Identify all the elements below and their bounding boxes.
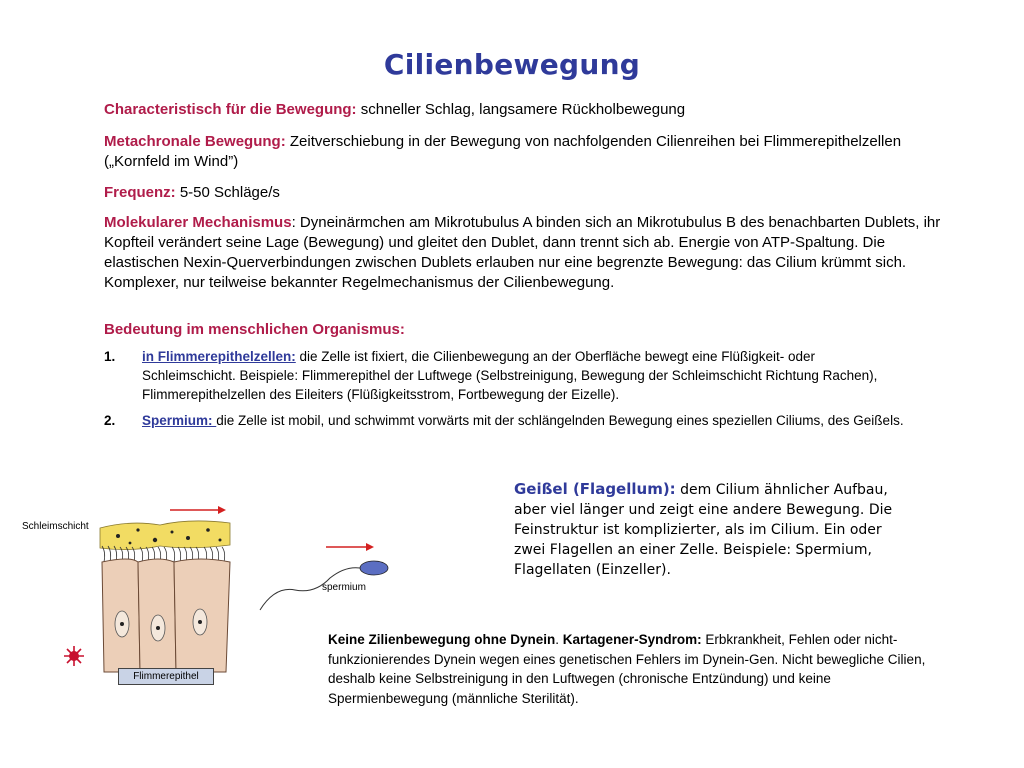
heading-bedeutung: Bedeutung im menschlichen Organismus: bbox=[104, 321, 405, 338]
label-sperm: spermium bbox=[322, 582, 366, 593]
text-spermium: die Zelle ist mobil, und schwimmt vorwärts mit der schlängelnden Bewegung eines speziellen Ciliums, des Geißels. bbox=[216, 413, 904, 428]
list-number: 2. bbox=[104, 413, 116, 428]
sperm-direction-arrow-icon bbox=[326, 543, 374, 551]
intro-frequency bbox=[104, 183, 944, 203]
label-characteristic: Characteristisch für die Bewegung: bbox=[104, 101, 357, 118]
text-mechanism: : Dyneinärmchen am Mikrotubulus A binden sich an Mikrotubulus B des benachbarten Dublets, ihr Kopfteil verändert seine Lage (Bewegung) und gleitet den Dublet, dann trennt sich ab. Energie von ATP-Spaltung. Die elastischen Nexin-Querverbindungen zwischen Dublets erlauben nur eine begrenzte Bewegung: das Cilium krümmt sich. Komplexer, nur teilweise bekannter Regelmechanismus der Cilienbewegung. bbox=[104, 214, 941, 291]
red-star-icon bbox=[64, 646, 84, 666]
kartagener-label: Kartagener-Syndrom: bbox=[562, 632, 702, 647]
intro-characteristic bbox=[104, 100, 944, 120]
dynein-box bbox=[328, 630, 928, 708]
dynein-statement: Keine Zilienbewegung ohne Dynein bbox=[328, 632, 556, 647]
page-title: Cilienbewegung bbox=[383, 48, 641, 81]
list-item bbox=[104, 411, 904, 430]
kartagener-text: Erbkrankheit, Fehlen oder nicht-funkzionierendes Dynein wegen eines genetischen Fehlers im Dynein-Gen. Nicht bewegliche Cilien, deshalb keine Selbstreinigung in den Luftwegen (chronische Entzündung) und keine Spermienbewegung (männliche Sterilität). bbox=[328, 632, 926, 706]
text-flimmerepithel: die Zelle ist fixiert, die Cilienbewegung an der Oberfläche bewegt eine Flüßigkeit- oder Schleimschicht. Beispiele: Flimmerepithel der Luftwege (Selbstreinigung, Bewegung der Schleimschicht Richtung Rachen), Flimmerepithelzellen des Eileiters (Flüßigkeitsstrom, Fortbewegung der Eizelle). bbox=[142, 349, 878, 402]
term-spermium: Spermium: bbox=[142, 413, 217, 428]
text-frequency: 5-50 Schläge/s bbox=[175, 184, 280, 201]
label-frequency: Frequenz: bbox=[104, 184, 176, 201]
intro-mechanism bbox=[104, 213, 944, 293]
label-epithel: Flimmerepithel bbox=[118, 668, 214, 685]
text-characteristic: schneller Schlag, langsamere Rückholbewegung bbox=[356, 101, 686, 118]
label-mechanism: Molekularer Mechanismus bbox=[104, 214, 292, 231]
sperm-head bbox=[360, 561, 388, 575]
flagellum-text: dem Cilium ähnlicher Aufbau, aber viel länger und zeigt eine andere Bewegung. Die Feinstruktur ist komplizierter, als im Cilium. Ein oder zwei Flagellen an einer Zelle. Beispiele: Spermium, Flagellaten (Einzeller). bbox=[514, 482, 893, 578]
flagellum-box bbox=[514, 479, 914, 580]
term-flimmerepithel: in Flimmerepithelzellen: bbox=[142, 349, 296, 364]
intro-metachronal bbox=[104, 132, 944, 172]
dynein-sep: . bbox=[555, 632, 563, 647]
movement-arrow-icon bbox=[170, 506, 226, 514]
list-number: 1. bbox=[104, 349, 116, 364]
list-item bbox=[104, 347, 904, 404]
meaning-list bbox=[104, 347, 904, 430]
label-mucus: Schleimschicht bbox=[22, 521, 89, 532]
label-metachronal: Metachronale Bewegung: bbox=[104, 133, 286, 150]
flagellum-title: Geißel (Flagellum): bbox=[514, 480, 676, 498]
text-metachronal: Zeitverschiebung in der Bewegung von nachfolgenden Cilienreihen bei Flimmerepithelzellen („Kornfeld im Wind”) bbox=[104, 133, 902, 170]
